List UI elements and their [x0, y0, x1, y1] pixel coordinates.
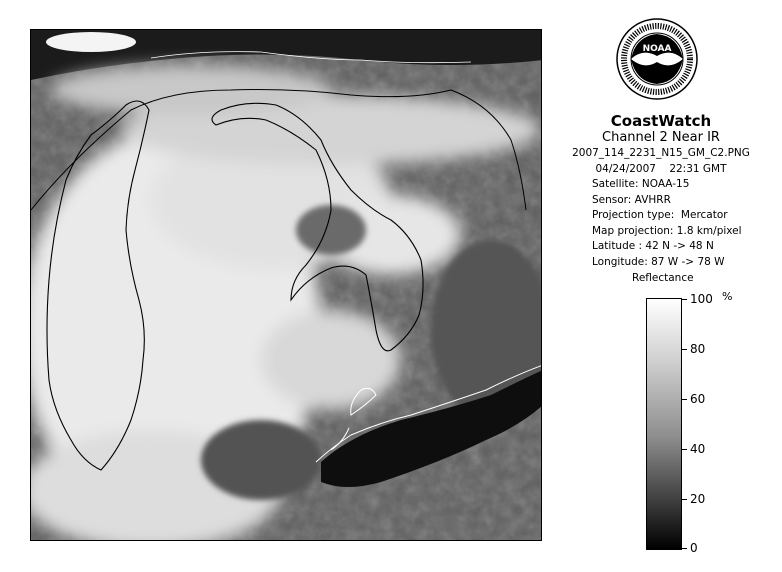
- scale-tick: [682, 548, 687, 549]
- noaa-logo: [616, 18, 698, 100]
- reflectance-colorbar: [646, 298, 682, 550]
- dark-patch-south: [201, 420, 321, 500]
- scale-tick: [682, 299, 687, 300]
- sensor-label: Sensor: AVHRR: [592, 193, 671, 206]
- satellite-image-frame: [30, 29, 542, 541]
- scale-tick-label: 100: [690, 292, 713, 306]
- top-left-bright-patch: [46, 32, 136, 52]
- scale-tick: [682, 349, 687, 350]
- noaa-logo-text: NOAA: [642, 44, 672, 54]
- scale-tick-label: 40: [690, 442, 706, 456]
- projection-type-label: Projection type: Mercator: [592, 209, 728, 221]
- scale-tick-label: 60: [690, 392, 706, 406]
- app-title: CoastWatch: [610, 112, 712, 130]
- latitude-label: Latitude : 42 N -> 48 N: [592, 240, 714, 252]
- scale-title: Reflectance: [632, 272, 694, 284]
- scale-tick-label: 0: [690, 541, 698, 555]
- scale-tick-label: 80: [690, 342, 706, 356]
- cloud-south-center: [261, 310, 401, 410]
- date-time-label: 04/24/2007 22:31 GMT: [595, 162, 727, 175]
- longitude-label: Longitude: 87 W -> 78 W: [592, 255, 725, 268]
- scale-tick: [682, 449, 687, 450]
- scale-unit: %: [722, 290, 733, 303]
- scale-tick-label: 20: [690, 492, 706, 506]
- channel-label: Channel 2 Near IR: [602, 130, 720, 145]
- info-panel: [558, 112, 764, 270]
- satellite-label: Satellite: NOAA-15: [592, 178, 690, 190]
- scale-tick: [682, 399, 687, 400]
- scale-tick: [682, 499, 687, 500]
- map-projection-label: Map projection: 1.8 km/pixel: [592, 224, 742, 237]
- satellite-image: [31, 30, 542, 541]
- filename-label: 2007_114_2231_N15_GM_C2.PNG: [572, 147, 750, 159]
